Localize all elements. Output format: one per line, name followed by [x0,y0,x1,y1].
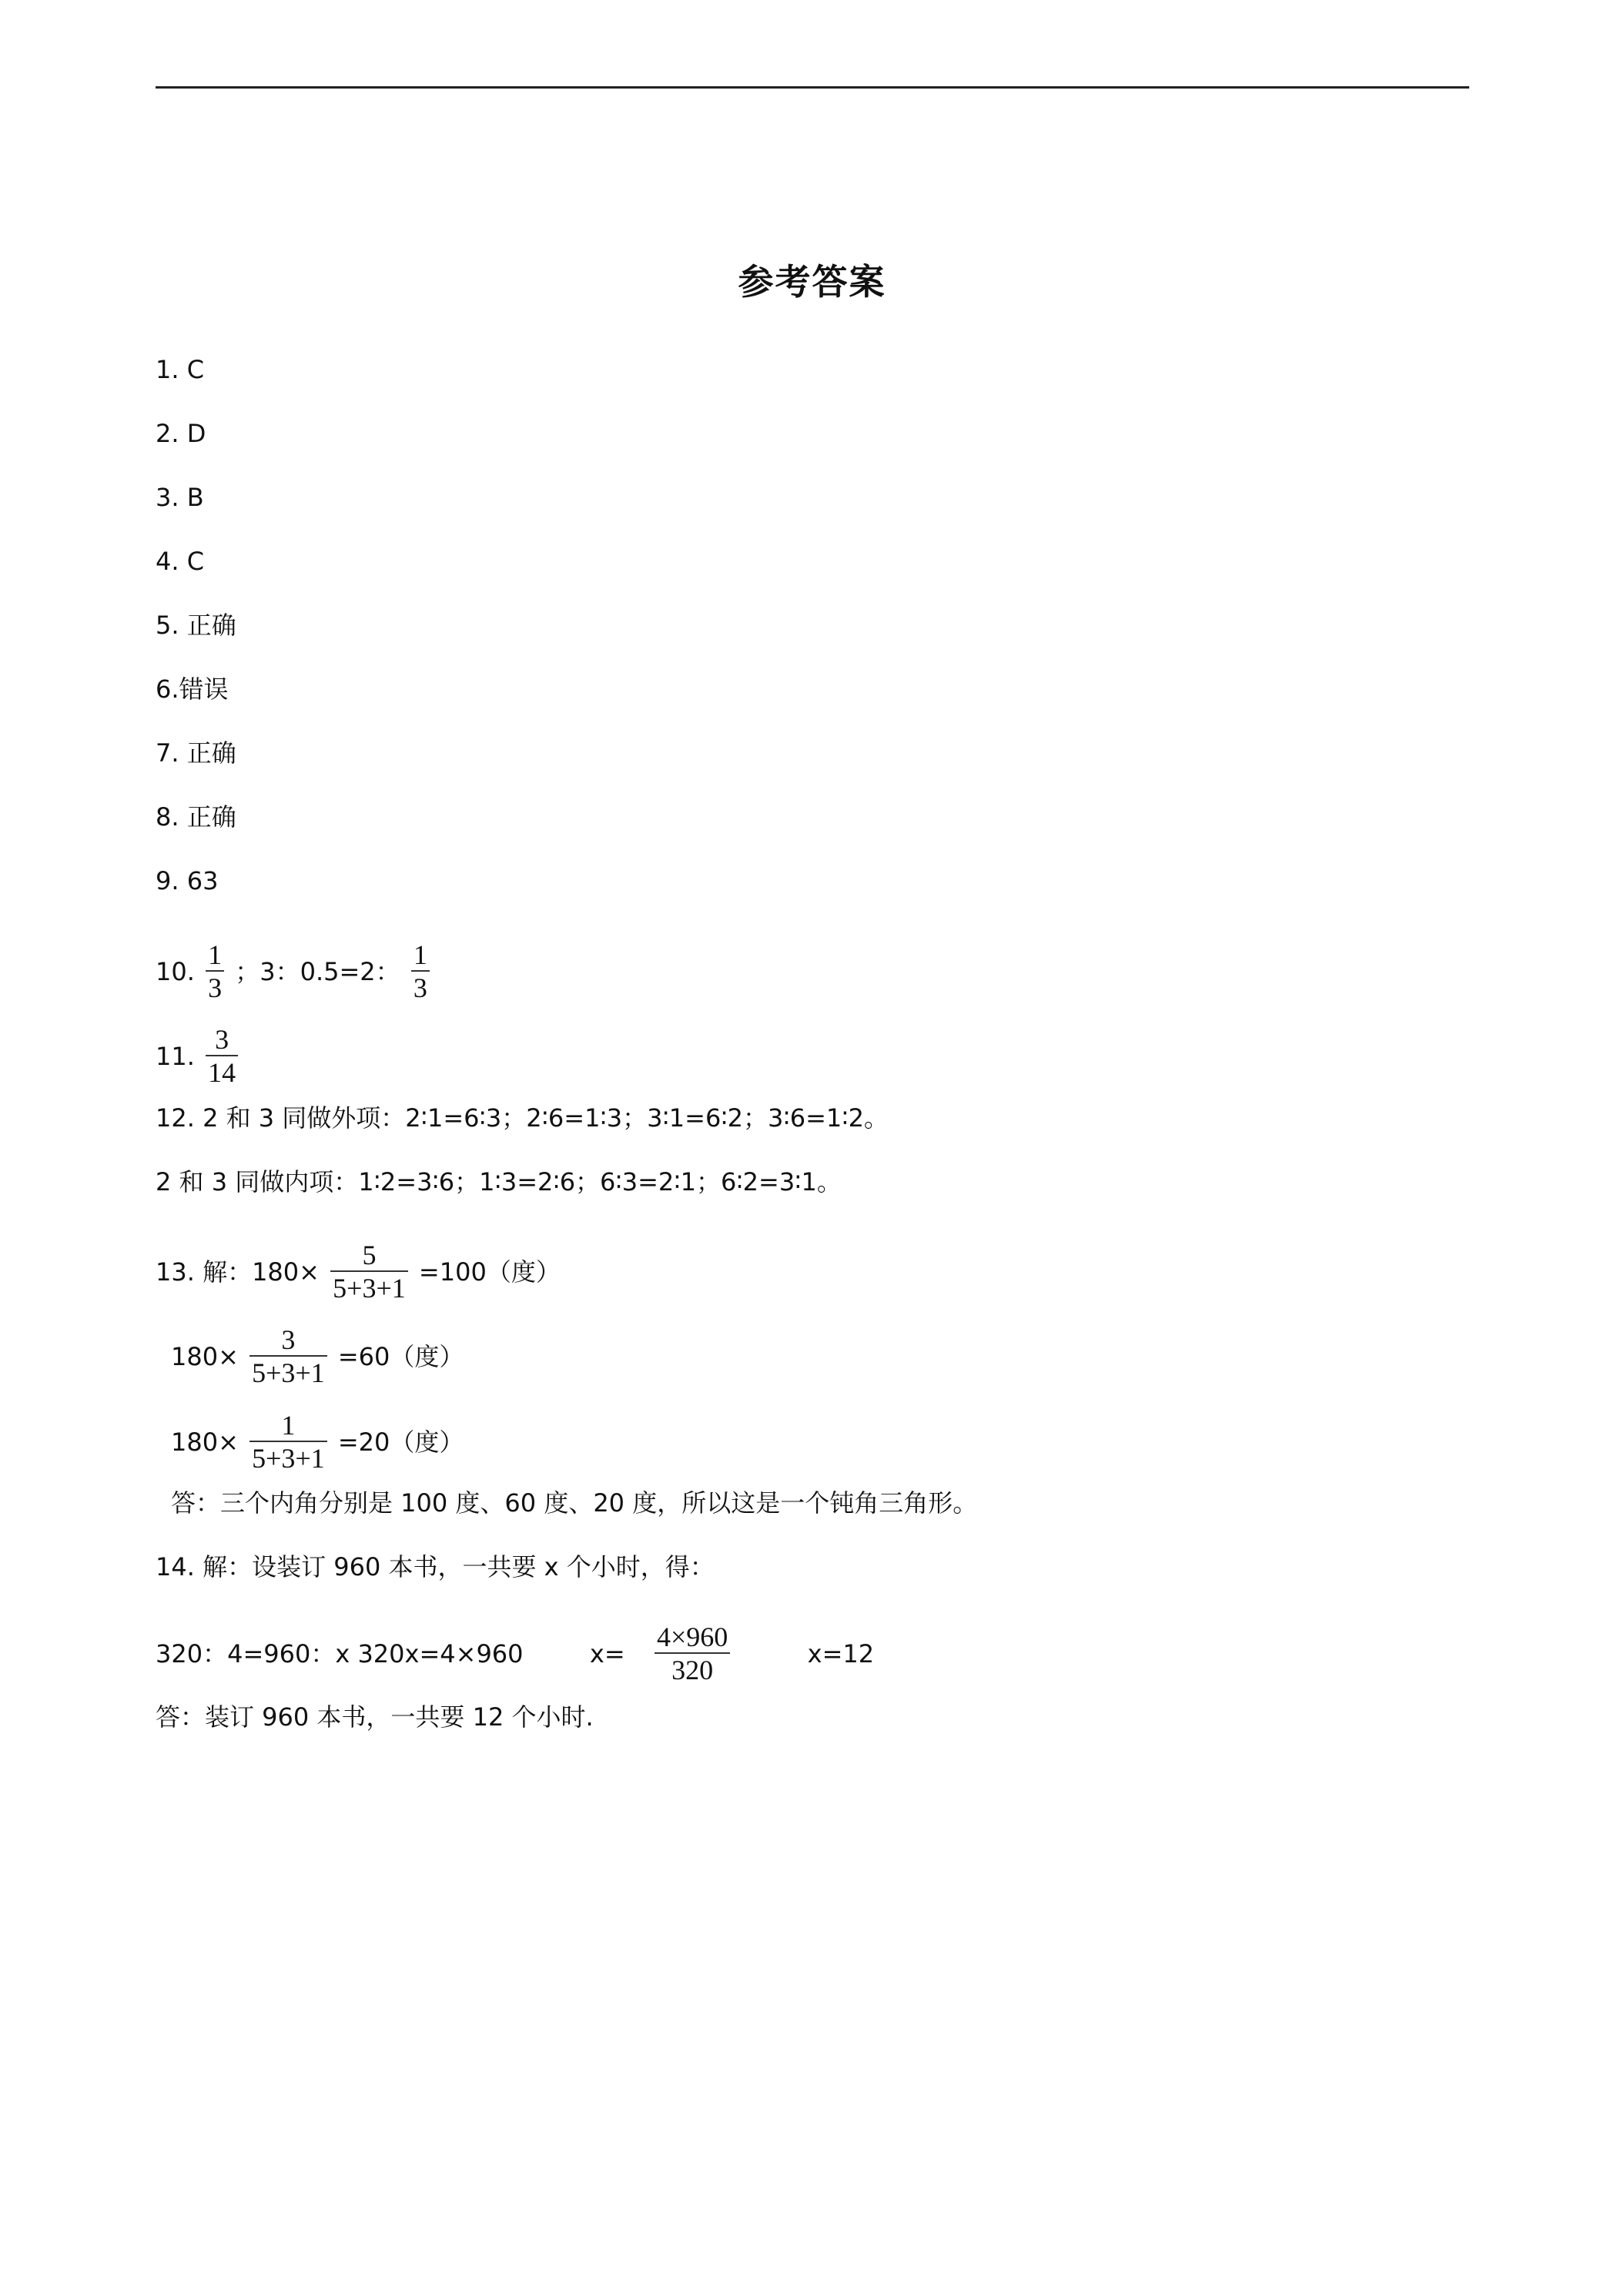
answer-14-conclusion: 答：装订 960 本书，一共要 12 个小时. [156,1702,594,1732]
answer-14-line-2 [156,1622,875,1685]
answer-1: 1. C [156,355,205,384]
fraction [206,1026,238,1086]
fraction-numerator: 1 [281,1410,296,1441]
expression-prefix: 180× [171,1427,239,1457]
fraction [249,1326,327,1387]
fraction-denominator: 3 [411,970,430,1002]
answer-10-mid: ；3：0.5=2： [235,956,400,986]
header-rule [156,86,1469,89]
expression-prefix: 13. 解：180× [156,1257,320,1287]
fraction [655,1623,730,1684]
expression-suffix: =20（度） [337,1427,464,1457]
answer-10 [156,939,433,1003]
answer-2: 2. D [156,419,206,448]
x-equals: x= [589,1638,625,1668]
answer-13-line-3 [171,1410,464,1474]
fraction-numerator: 3 [215,1024,229,1055]
expression-suffix: =60（度） [337,1341,464,1371]
fraction-numerator: 3 [281,1324,296,1355]
fraction-denominator: 3 [206,970,224,1002]
answer-12-line-2: 2 和 3 同做内项：1∶2=3∶6；1∶3=2∶6；6∶3=2∶1；6∶2=3∶1。 [156,1167,842,1197]
answer-13-line-1 [156,1240,561,1304]
answer-5: 5. 正确 [156,611,236,640]
proportion-equation: 320：4=960：x 320x=4×960 [156,1638,524,1668]
fraction-numerator: 5 [362,1240,377,1270]
answer-10-prefix: 10. [156,956,195,986]
fraction [330,1241,408,1302]
fraction-numerator: 1 [413,939,427,970]
answer-6: 6.错误 [156,674,229,704]
fraction-numerator: 4×960 [656,1622,728,1652]
fraction-denominator: 320 [655,1652,730,1684]
fraction-numerator: 1 [208,939,223,970]
answer-14-line-1: 14. 解：设装订 960 本书，一共要 x 个小时，得： [156,1552,715,1581]
fraction-denominator: 5+3+1 [249,1355,327,1387]
answer-3: 3. B [156,483,204,512]
fraction [249,1411,327,1472]
expression-suffix: =100（度） [418,1257,561,1287]
answer-11 [156,1024,241,1088]
fraction-denominator: 14 [206,1055,238,1086]
answer-9: 9. 63 [156,866,219,895]
page-title: 参考答案 [738,261,886,303]
answer-4: 4. C [156,547,205,576]
answer-8: 8. 正确 [156,802,236,832]
expression-prefix: 180× [171,1341,239,1371]
answer-12-line-1: 12. 2 和 3 同做外项：2∶1=6∶3；2∶6=1∶3；3∶1=6∶2；3∶6=1∶2。 [156,1103,889,1133]
answer-13-conclusion: 答：三个内角分别是 100 度、60 度、20 度，所以这是一个钝角三角形。 [171,1488,978,1518]
answer-13-line-2 [171,1324,464,1388]
answer-11-prefix: 11. [156,1041,195,1071]
fraction-denominator: 5+3+1 [249,1441,327,1472]
solution-value: x=12 [807,1638,875,1668]
fraction [206,941,224,1002]
fraction [411,941,430,1002]
fraction-denominator: 5+3+1 [330,1270,408,1302]
answer-7: 7. 正确 [156,738,236,768]
